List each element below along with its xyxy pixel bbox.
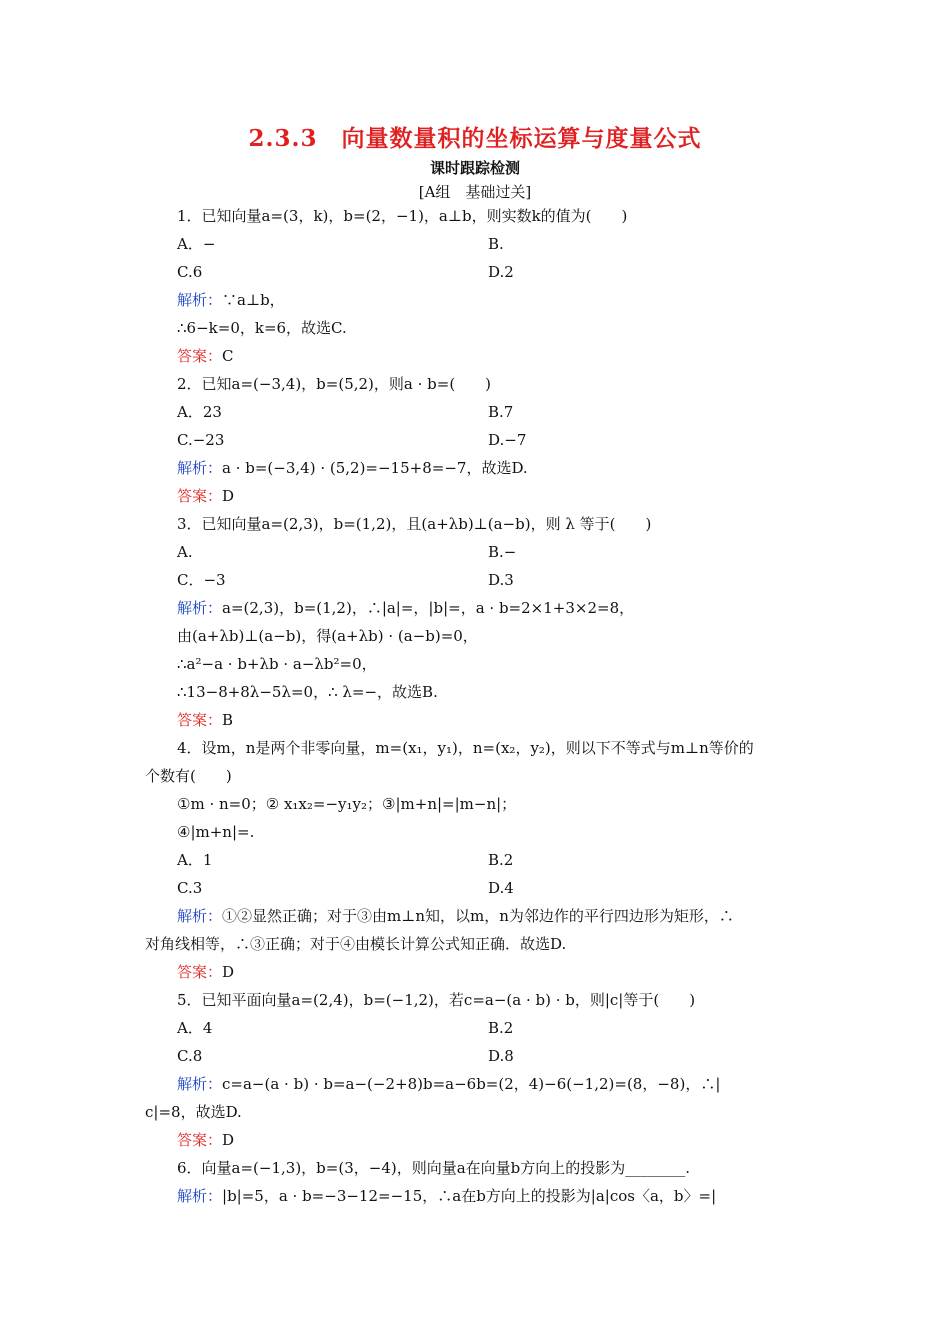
text-line [145, 934, 810, 954]
text-line [177, 962, 842, 982]
line-text: ①m · n=0；② x₁x₂=−y₁y₂；③|m+n|=|m−n|； [177, 795, 517, 813]
answer-value: C [222, 347, 234, 365]
line-text: ④|m+n|=. [177, 823, 255, 841]
line-text: 1．已知向量a=(3，k)，b=(2，−1)，a⊥b，则实数k的值为( ) [177, 207, 628, 225]
page-subtitle: 课时跟踪检测 [429, 159, 520, 177]
line-text: 2．已知a=(−3,4)，b=(5,2)，则a · b=( ) [177, 375, 492, 393]
text-line [177, 822, 842, 842]
line-text: C.8 [177, 1047, 203, 1065]
line-text: 4．设m，n是两个非零向量，m=(x₁，y₁)，n=(x₂，y₂)，则以下不等式与m⊥n等价的 [177, 739, 754, 757]
analysis-label: 解析： [177, 459, 223, 477]
text-line [145, 1102, 810, 1122]
answer-value: D [222, 1131, 235, 1149]
option-text: D.3 [488, 571, 514, 589]
answer-label: 答案： [177, 963, 223, 981]
line-text: C.6 [177, 263, 203, 281]
answer-label: 答案： [177, 1131, 223, 1149]
text-line [177, 738, 842, 758]
answer-label: 答案： [177, 711, 223, 729]
text-line [177, 1130, 842, 1150]
answer-label: 答案： [177, 347, 223, 365]
line-text: |b|=5，a · b=−3−12=−15，∴a在b方向上的投影为|a|cos〈a，b〉=| [222, 1187, 717, 1205]
line-text: A．1 [177, 851, 213, 869]
text-line [177, 598, 842, 618]
line-text: a · b=(−3,4) · (5,2)=−15+8=−7，故选D. [222, 459, 528, 477]
text-line [177, 682, 842, 702]
line-text: ∵a⊥b， [222, 291, 285, 309]
text-line [177, 486, 842, 506]
option-text: D.4 [488, 879, 514, 897]
text-line [177, 374, 842, 394]
text-line [177, 710, 842, 730]
text-line [177, 794, 842, 814]
option-text: B.2 [488, 1019, 514, 1037]
text-line [177, 206, 842, 226]
text-line [177, 1186, 842, 1206]
line-text: A．4 [177, 1019, 213, 1037]
text-line [177, 514, 842, 534]
option-text: D.8 [488, 1047, 514, 1065]
answer-value: D [222, 963, 235, 981]
answer-value: D [222, 487, 235, 505]
line-text: A. [177, 543, 193, 561]
text-line [177, 906, 842, 926]
text-line [177, 318, 842, 338]
group-heading: [A组 基础过关] [418, 183, 532, 201]
analysis-label: 解析： [177, 1075, 223, 1093]
line-text: A．− [177, 235, 216, 253]
analysis-label: 解析： [177, 907, 223, 925]
line-text: 3．已知向量a=(2,3)，b=(1,2)，且(a+λb)⊥(a−b)，则 λ 等于( ) [177, 515, 652, 533]
line-text: ∴13−8+8λ−5λ=0，∴ λ=−，故选B. [177, 683, 438, 701]
analysis-label: 解析： [177, 291, 223, 309]
text-line [177, 458, 842, 478]
option-text: D.−7 [488, 431, 527, 449]
analysis-label: 解析： [177, 1187, 223, 1205]
line-text: 由(a+λb)⊥(a−b)，得(a+λb) · (a−b)=0， [177, 627, 478, 645]
line-text: a=(2,3)，b=(1,2)，∴|a|=，|b|=，a · b=2×1+3×2=8， [222, 599, 635, 617]
text-line [177, 290, 842, 310]
line-text: ∴a²−a · b+λb · a−λb²=0， [177, 655, 377, 673]
option-text: D.2 [488, 263, 514, 281]
text-line [177, 654, 842, 674]
line-text: C.−23 [177, 431, 225, 449]
line-text: 对角线相等，∴③正确；对于④由模长计算公式知正确．故选D. [145, 935, 567, 953]
text-line [177, 626, 842, 646]
line-text: 个数有( ) [145, 767, 232, 785]
option-text: B.7 [488, 403, 514, 421]
line-text: c|=8，故选D. [145, 1103, 242, 1121]
option-text: B.2 [488, 851, 514, 869]
answer-value: B [222, 711, 234, 729]
line-text: ∴6−k=0，k=6，故选C. [177, 319, 347, 337]
text-line [177, 990, 842, 1010]
line-text: 6．向量a=(−1,3)，b=(3，−4)，则向量a在向量b方向上的投影为________. [177, 1159, 691, 1177]
page-title: 2.3.3 向量数量积的坐标运算与度量公式 [248, 125, 702, 152]
option-text: B. [488, 235, 504, 253]
line-text: C.3 [177, 879, 203, 897]
option-text: B.− [488, 543, 517, 561]
text-line [177, 346, 842, 366]
answer-label: 答案： [177, 487, 223, 505]
line-text: C．−3 [177, 571, 226, 589]
line-text: 5．已知平面向量a=(2,4)，b=(−1,2)，若c=a−(a · b) · b，则|c|等于( ) [177, 991, 696, 1009]
analysis-label: 解析： [177, 599, 223, 617]
line-text: ①②显然正确；对于③由m⊥n知，以m，n为邻边作的平行四边形为矩形，∴ [222, 907, 734, 925]
text-line [145, 766, 810, 786]
line-text: A．23 [177, 403, 222, 421]
line-text: c=a−(a · b) · b=a−(−2+8)b=a−6b=(2，4)−6(−1,2)=(8，−8)，∴| [222, 1075, 721, 1093]
text-line [177, 1158, 842, 1178]
text-line [177, 1074, 842, 1094]
